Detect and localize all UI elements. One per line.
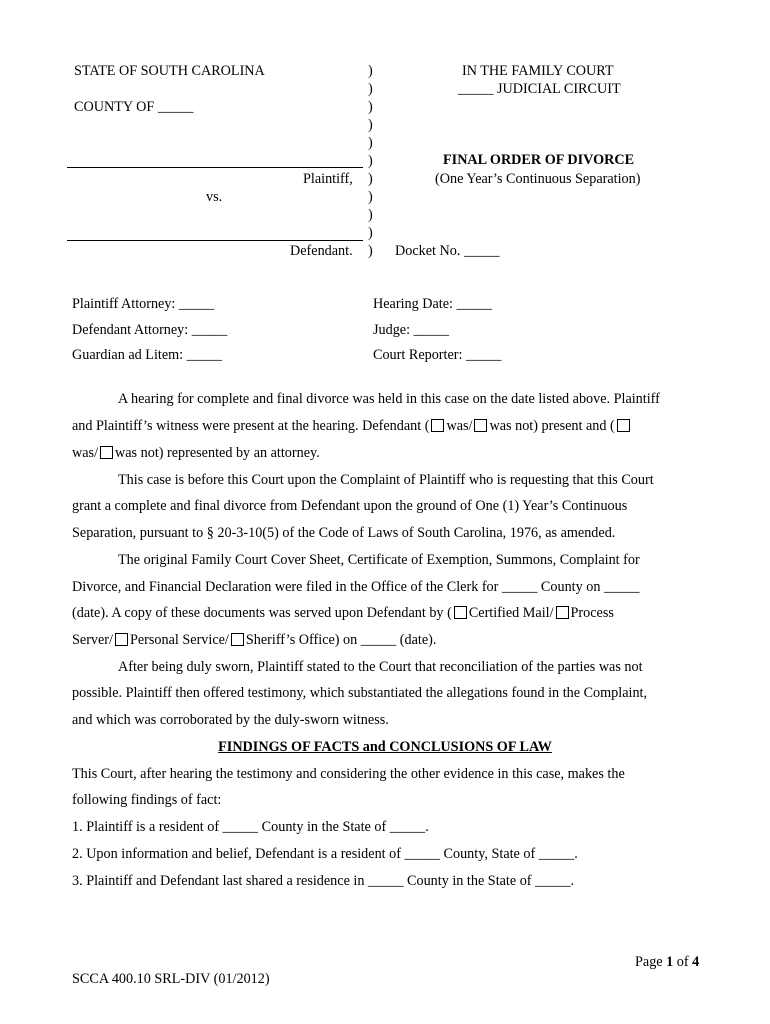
docket-label: Docket No. xyxy=(395,243,461,259)
paragraph-text: Certified Mail/ xyxy=(468,605,554,621)
county-line xyxy=(74,99,193,116)
paragraph-line xyxy=(72,418,632,435)
plaintiff-signature-line[interactable] xyxy=(67,167,363,168)
docket-line xyxy=(395,243,499,260)
court-reporter-field[interactable]: Court Reporter: _____ xyxy=(373,347,502,363)
personal-service-checkbox[interactable] xyxy=(115,633,128,646)
vs-label: vs. xyxy=(206,189,223,205)
state-label: STATE OF SOUTH CAROLINA xyxy=(74,63,265,79)
findings-intro-line: following findings of fact: xyxy=(72,792,222,808)
paragraph-text: was/ xyxy=(72,445,99,461)
findings-intro-line: This Court, after hearing the testimony and considering the other evidence in this case, makes the xyxy=(72,766,625,782)
caption-paren: ) xyxy=(368,153,373,169)
county-label: COUNTY OF xyxy=(74,99,155,115)
caption-paren: ) xyxy=(368,243,373,259)
defendant-signature-line[interactable] xyxy=(67,240,363,241)
certified-mail-checkbox[interactable] xyxy=(454,606,467,619)
paragraph-line: and which was corroborated by the duly-sworn witness. xyxy=(72,712,389,728)
plaintiff-label: Plaintiff, xyxy=(303,171,353,187)
caption-paren: ) xyxy=(368,81,373,97)
docket-blank[interactable]: _____ xyxy=(463,243,500,259)
paragraph-text: and Plaintiff’s witness were present at the hearing. Defendant ( xyxy=(72,418,430,434)
defendant-present-was-checkbox[interactable] xyxy=(431,419,444,432)
paragraph-text: Server/ xyxy=(72,632,113,648)
paragraph-line: Separation, pursuant to § 20-3-10(5) of the Code of Laws of South Carolina, 1976, as amended. xyxy=(72,525,616,541)
caption-paren: ) xyxy=(368,117,373,133)
paragraph-line: This case is before this Court upon the Complaint of Plaintiff who is requesting that this Court xyxy=(118,472,654,488)
paragraph-text: was not) represented by an attorney. xyxy=(115,445,320,461)
finding-item-1[interactable]: 1. Plaintiff is a resident of _____ County in the State of _____. xyxy=(72,819,429,835)
county-blank[interactable]: _____ xyxy=(157,99,194,115)
caption-paren: ) xyxy=(368,207,373,223)
paragraph-line: grant a complete and final divorce from Defendant upon the ground of One (1) Year’s Continuous xyxy=(72,498,628,514)
hearing-date-field[interactable]: Hearing Date: _____ xyxy=(373,296,492,312)
caption-paren: ) xyxy=(368,63,373,79)
circuit-label: JUDICIAL CIRCUIT xyxy=(497,81,621,97)
page-total: 4 xyxy=(692,954,700,970)
order-subtitle: (One Year’s Continuous Separation) xyxy=(435,171,641,187)
paragraph-text: Personal Service/ xyxy=(129,632,229,648)
form-id: SCCA 400.10 SRL-DIV (01/2012) xyxy=(72,971,270,987)
page-current: 1 xyxy=(666,954,674,970)
defendant-attorney-field[interactable]: Defendant Attorney: _____ xyxy=(72,322,228,338)
court-name: IN THE FAMILY COURT xyxy=(462,63,614,79)
paragraph-line: A hearing for complete and final divorce was held in this case on the date listed above. Plaintiff xyxy=(118,391,660,407)
caption-paren: ) xyxy=(368,171,373,187)
process-server-checkbox[interactable] xyxy=(556,606,569,619)
page-number xyxy=(635,954,699,971)
paragraph-text: (date). A copy of these documents was served upon Defendant by ( xyxy=(72,605,452,621)
paragraph-text: was/ xyxy=(446,418,473,434)
caption-paren: ) xyxy=(368,135,373,151)
defendant-label: Defendant. xyxy=(290,243,353,259)
paragraph-line: After being duly sworn, Plaintiff stated to the Court that reconciliation of the parties was not xyxy=(118,659,643,675)
order-title: FINAL ORDER OF DIVORCE xyxy=(443,152,635,168)
defendant-present-was-not-checkbox[interactable] xyxy=(474,419,487,432)
defendant-represented-was-not-checkbox[interactable] xyxy=(100,446,113,459)
judge-field[interactable]: Judge: _____ xyxy=(373,322,450,338)
paragraph-line xyxy=(72,445,320,462)
page-label: Page xyxy=(635,954,663,970)
paragraph-line xyxy=(72,632,436,649)
sheriffs-office-checkbox[interactable] xyxy=(231,633,244,646)
paragraph-text: Sheriff’s Office) on _____ (date). xyxy=(245,632,437,648)
circuit-blank[interactable]: _____ xyxy=(458,81,494,97)
paragraph-line xyxy=(72,605,614,622)
finding-item-3[interactable]: 3. Plaintiff and Defendant last shared a residence in _____ County in the State of _____. xyxy=(72,873,575,889)
guardian-ad-litem-field[interactable]: Guardian ad Litem: _____ xyxy=(72,347,223,363)
finding-item-2[interactable]: 2. Upon information and belief, Defendant is a resident of _____ County, State of _____. xyxy=(72,846,578,862)
caption-paren: ) xyxy=(368,225,373,241)
caption-paren: ) xyxy=(368,99,373,115)
page-of: of xyxy=(676,954,689,970)
paragraph-line: possible. Plaintiff then offered testimony, which substantiated the allegations found in the Complaint, xyxy=(72,685,648,701)
findings-heading: FINDINGS OF FACTS and CONCLUSIONS OF LAW xyxy=(218,739,552,755)
plaintiff-attorney-field[interactable]: Plaintiff Attorney: _____ xyxy=(72,296,215,312)
defendant-represented-was-checkbox[interactable] xyxy=(617,419,630,432)
caption-paren: ) xyxy=(368,189,373,205)
judicial-circuit-line xyxy=(458,81,621,98)
paragraph-line[interactable]: Divorce, and Financial Declaration were filed in the Office of the Clerk for _____ County on _____ xyxy=(72,579,640,595)
paragraph-text: Process xyxy=(570,605,614,621)
paragraph-line: The original Family Court Cover Sheet, Certificate of Exemption, Summons, Complaint for xyxy=(118,552,640,568)
paragraph-text: was not) present and ( xyxy=(489,418,615,434)
